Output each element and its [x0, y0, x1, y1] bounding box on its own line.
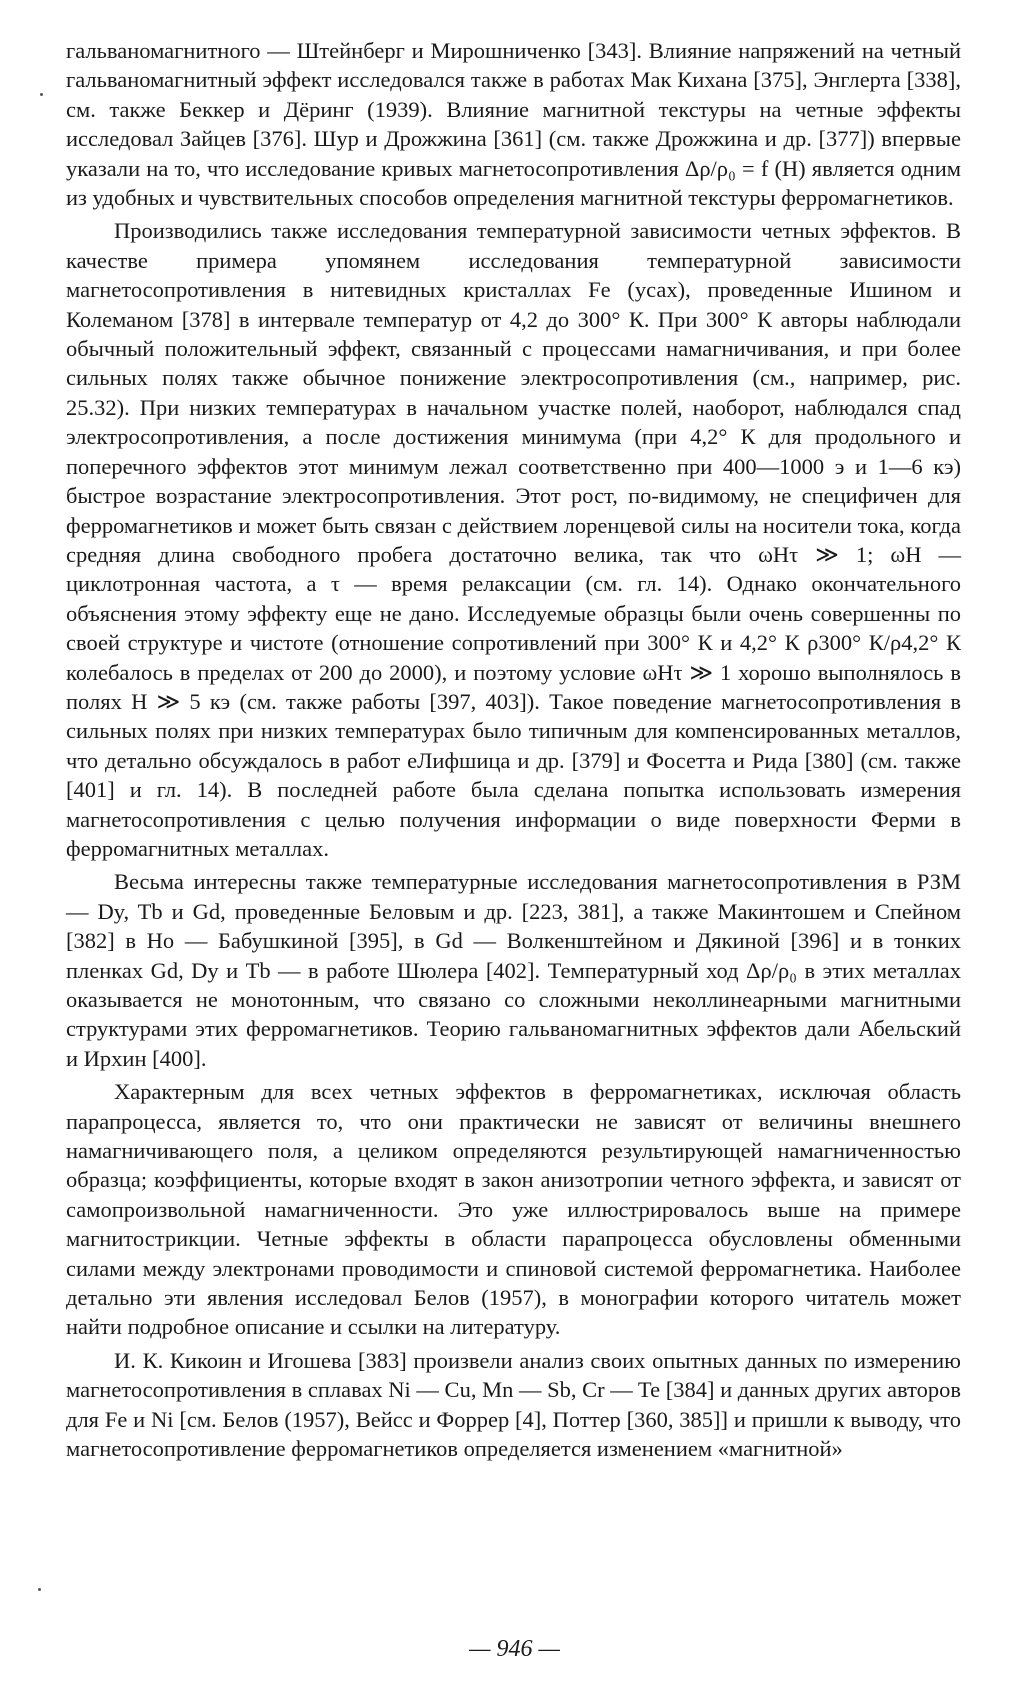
- scan-speck: [40, 93, 43, 96]
- paragraph-3: Весьма интересны также температурные исследования магнетосопротивления в РЗМ — Dy, Tb и Gd, проведенные Беловым и др. [223, 381], а также Макинтошем и Спейном [382] в Но — Бабушкиной [395], в Gd — Волкенштейном и Дякиной [396] и в тонких пленках Gd, Dy и Tb — в работе Шюлера [402]. Температурный ход Δρ/ρ₀ в этих металлах оказывается не монотонным, что связано со сложными неколлинеарными магнитными структурами этих ферромагнетиков. Теорию гальваномагнитных эффектов дали Абельский и Ирхин [400].: [66, 869, 961, 1071]
- paragraph-2: Производились также исследования температурной зависимости четных эффектов. В качестве примера упомянем исследования температурной зависимости магнетосопротивления в нитевидных кристаллах Fe (усах), проведенные Ишином и Колеманом [378] в интервале температур от 4,2 до 300° К. При 300° К авторы наблюдали обычный положительный эффект, связанный с процессами намагничивания, и при более сильных полях также обычное понижение электросопротивления (см., например, рис. 25.32). При низких температурах в начальном участке полей, наоборот, наблюдался спад электросопротивления, а после достижения минимума (при 4,2° К для продольного и поперечного эффектов этот минимум лежал соответственно при 400—1000 э и 1—6 кэ) быстрое возрастание электросопротивления. Этот рост, по-видимому, не специфичен для ферромагнетиков и может быть связан с действием лоренцевой силы на носители тока, когда средняя длина свободного пробега достаточно велика, так что ωHτ ≫ 1; ωH — циклотронная частота, а τ — время релаксации (см. гл. 14). Однако окончательного объяснения этому эффекту еще не дано. Исследуемые образцы были очень совершенны по своей структуре и чистоте (отношение сопротивлений при 300° К и 4,2° К ρ300° К/ρ4,2° К колебалось в пределах от 200 до 2000), и поэтому условие ωHτ ≫ 1 хорошо выполнялось в полях H ≫ 5 кэ (см. также работы [397, 403]). Такое поведение магнетосопротивления в сильных полях при низких температурах было типичным для компенсированных металлов, что детально обсуждалось в работ еЛифшица и др. [379] и Фосетта и Рида [380] (см. также [401] и гл. 14). В последней работе была сделана попытка использовать измерения магнетосопротивления с целью получения информации о виде поверхности Ферми в ферромагнитных металлах.: [66, 218, 961, 861]
- paragraph-1: гальваномагнитного — Штейнберг и Мирошниченко [343]. Влияние напряжений на четный гальваномагнитный эффект исследовался также в работах Мак Кихана [375], Энглерта [338], см. также Беккер и Дёринг (1939). Влияние магнитной текстуры на четные эффекты исследовал Зайцев [376]. Шур и Дрожжина [361] (см. также Дрожжина и др. [377]) впервые указали на то, что исследование кривых магнетосопротивления Δρ/ρ₀ = f (H) является одним из удобных и чувствительных способов определения магнитной текстуры ферромагнетиков.: [66, 38, 961, 211]
- page-number: — 946 —: [469, 1636, 560, 1662]
- paragraph-5: И. К. Кикоин и Игошева [383] произвели анализ своих опытных данных по измерению магнетосопротивления в сплавах Ni — Cu, Mn — Sb, Cr — Te [384] и данных других авторов для Fe и Ni [см. Белов (1957), Вейсс и Форрер [4], Поттер [360, 385]] и пришли к выводу, что магнетосопротивление ферромагнетиков определяется изменением «магнитной»: [66, 1347, 962, 1462]
- page-body: [66, 36, 961, 1464]
- scan-speck: [38, 1588, 41, 1591]
- paragraph-4: Характерным для всех четных эффектов в ферромагнетиках, исключая область парапроцесса, является то, что они практически не зависят от величины внешнего намагничивающего поля, а целиком определяются результирующей намагниченностью образца; коэффициенты, которые входят в закон анизотропии четного эффекта, и зависят от самопроизвольной намагниченности. Это уже иллюстрировалось выше на примере магнитострикции. Четные эффекты в области парапроцесса обусловлены обменными силами между электронами проводимости и спиновой системой ферромагнетика. Наиболее детально эти явления исследовал Белов (1957), в монографии которого читатель может найти подробное описание и ссылки на литературу.: [66, 1079, 961, 1340]
